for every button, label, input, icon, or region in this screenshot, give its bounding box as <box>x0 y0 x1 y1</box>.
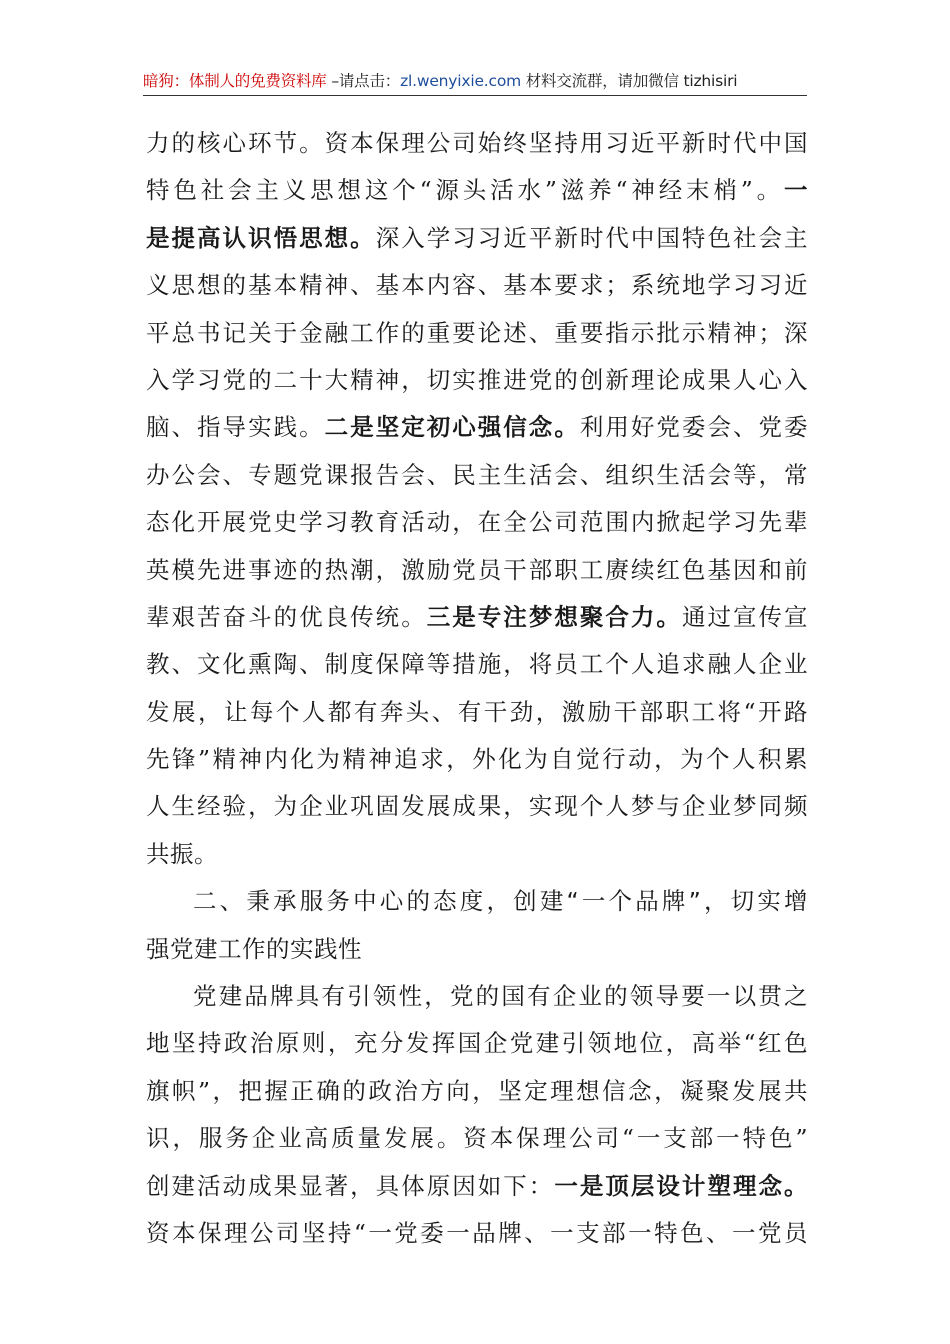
text-span: 辈艰苦奋斗的优良传统。 <box>146 602 427 631</box>
text-line: 义思想的基本精神、基本内容、基本要求；系统地学习习近 <box>146 271 808 300</box>
bold-lead-in: 一 <box>784 176 808 205</box>
text-span: 利用好党委会、党委 <box>579 413 808 442</box>
bold-lead-in: 三是专注梦想聚合力。 <box>426 602 682 631</box>
text-line: 发展，让每个人都有奔头、有干劲，激励干部职工将“开路 <box>146 697 808 726</box>
header-wechat-group-text: 材料交流群，请加微信 tizhisiri <box>521 72 738 90</box>
text-line: 教、文化熏陶、制度保障等措施，将员工个人追求融人企业 <box>146 650 808 679</box>
text-span: 深入学习习近平新时代中国特色社会主 <box>375 223 808 252</box>
header-divider <box>143 95 807 96</box>
text-span: 通过宣传宣 <box>681 602 808 631</box>
text-line: 旗帜”，把握正确的政治方向，坚定理想信念，凝聚发展共 <box>146 1076 808 1105</box>
paragraph-2 <box>146 973 808 1257</box>
header-site-name: 暗狗：体制人的免费资料库 <box>143 72 327 90</box>
text-line <box>146 594 808 641</box>
text-span: 脑、指导实践。 <box>146 413 325 442</box>
section-heading <box>146 878 808 973</box>
text-line <box>146 215 808 262</box>
text-span: 创建活动成果显著，具体原因如下： <box>146 1171 555 1200</box>
heading-line: 二、秉承服务中心的态度，创建“一个品牌”，切实增 <box>193 887 808 916</box>
text-line <box>146 404 808 451</box>
paragraph-1 <box>146 120 808 878</box>
text-line: 办公会、专题党课报告会、民主生活会、组织生活会等，常 <box>146 460 808 489</box>
header-click-prompt: –请点击： <box>326 72 401 90</box>
text-line: 平总书记关于金融工作的重要论述、重要指示批示精神；深 <box>146 318 808 347</box>
text-line: 先锋”精神内化为精神追求，外化为自觉行动，为个人积累 <box>146 745 808 774</box>
heading-line: 强党建工作的实践性 <box>146 934 362 963</box>
text-line <box>146 1163 808 1210</box>
text-line: 地坚持政治原则，充分发挥国企党建引领地位，高举“红色 <box>146 1029 808 1058</box>
text-line: 党建品牌具有引领性，党的国有企业的领导要一以贯之 <box>193 982 808 1011</box>
header-url-link[interactable]: zl.wenyixie.com <box>400 72 522 90</box>
text-line: 共振。 <box>146 839 218 868</box>
text-line: 识，服务企业高质量发展。资本保理公司“一支部一特色” <box>146 1124 808 1153</box>
bold-lead-in: 二是坚定初心强信念。 <box>324 413 580 442</box>
text-line: 人生经验，为企业巩固发展成果，实现个人梦与企业梦同频 <box>146 792 808 821</box>
bold-lead-in: 一是顶层设计塑理念。 <box>554 1171 808 1200</box>
text-line: 力的核心环节。资本保理公司始终坚持用习近平新时代中国 <box>146 129 808 157</box>
text-line: 入学习党的二十大精神，切实推进党的创新理论成果人心入 <box>146 365 808 394</box>
bold-lead-in: 是提高认识悟思想。 <box>146 223 376 252</box>
text-line: 资本保理公司坚持“一党委一品牌、一支部一特色、一党员 <box>146 1218 808 1247</box>
document-body <box>146 120 808 1257</box>
page-header <box>143 66 807 96</box>
text-line: 英模先进事迹的热潮，激励党员干部职工赓续红色基因和前 <box>146 555 808 584</box>
text-line <box>146 167 808 214</box>
text-line: 态化开展党史学习教育活动，在全公司范围内掀起学习先辈 <box>146 508 808 537</box>
text-span: 特色社会主义思想这个“源头活水”滋养“神经末梢”。 <box>146 176 784 205</box>
